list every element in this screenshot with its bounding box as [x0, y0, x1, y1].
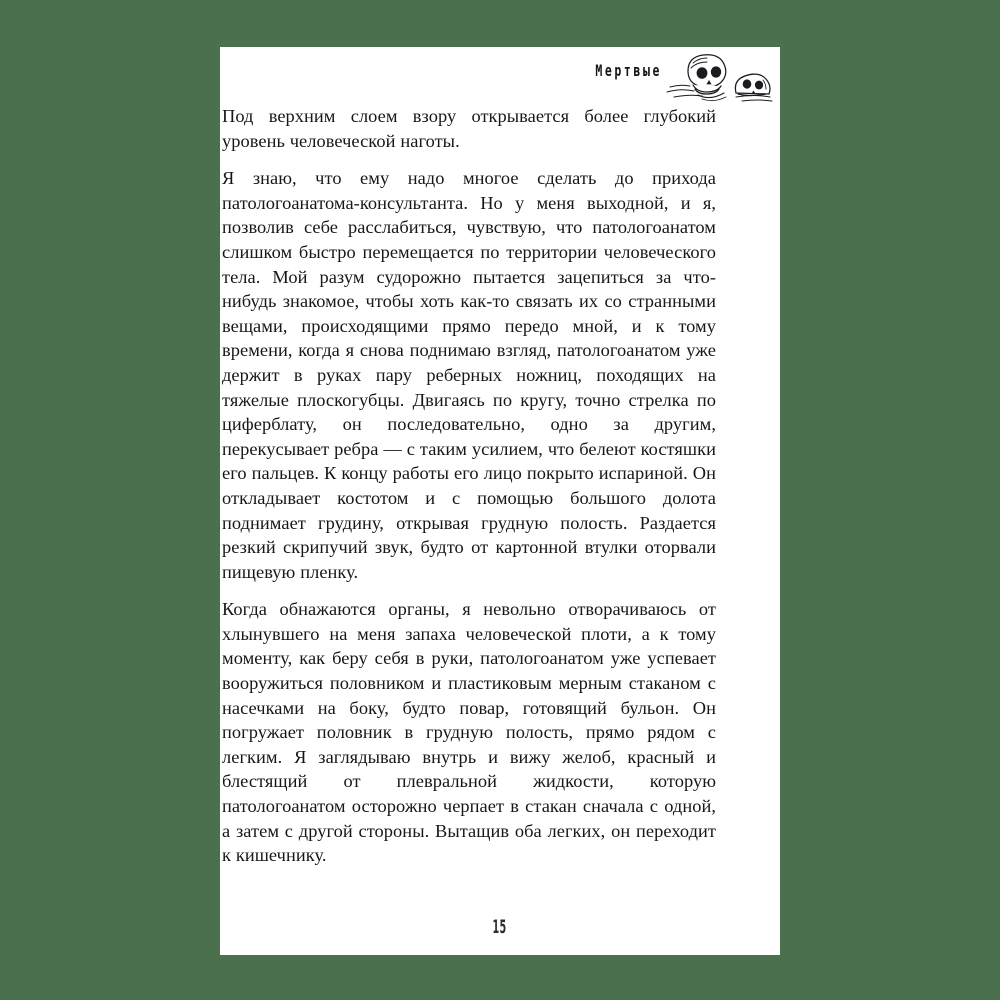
page-number: 15	[492, 917, 507, 939]
book-page	[220, 47, 780, 955]
skulls-illustration-svg	[662, 47, 780, 105]
running-head	[560, 47, 780, 105]
paragraph: Я знаю, что ему надо многое сделать до прихода патологоанатома-консультанта. Но у меня выходной, и я, позволив себе расслабиться, чувствую, что патологоанатом слишком быстро перемещается по территории человеческого тела. Мой разум судорожно пытается зацепиться за что-нибудь знакомое, чтобы хоть как-то связать их со странными вещами, происходящими прямо передо мной, и к тому времени, когда я снова поднимаю взгляд, патологоанатом уже держит в руках пару реберных ножниц, походящих на тяжелые плоскогубцы. Двигаясь по кругу, точно стрелка по циферблату, он последовательно, одно за другим, перекусывает ребра — с таким усилием, что белеют костяшки его пальцев. К концу работы его лицо покрыто испариной. Он откладывает костотом и с помощью большого долота поднимает грудину, открывая грудную полость. Раздается резкий скрипучий звук, будто от картонной втулки оторвали пищевую пленку.	[222, 168, 716, 582]
running-head-title: Мертвые	[595, 61, 662, 80]
paragraph: Когда обнажаются органы, я невольно отворачиваюсь от хлынувшего на меня запаха человеческой плоти, а к тому моменту, как беру себя в руки, патологоанатом уже успевает вооружиться половником и пластиковым мерным стаканом с насечками на боку, будто повар, готовящий бульон. Он погружает половник в грудную полость, прямо рядом с легким. Я заглядываю внутрь и вижу желоб, красный и блестящий от плевральной жидкости, которую патологоанатом осторожно черпает в стакан сначала с одной, а затем с другой стороны. Вытащив оба легких, он переходит к кишечнику.	[222, 599, 716, 866]
page-folio	[220, 917, 780, 940]
paragraph: Под верхним слоем взору открывается более глубокий уровень человеческой наготы.	[222, 106, 716, 151]
skulls-icon	[662, 47, 780, 105]
page-body-text	[222, 104, 716, 868]
